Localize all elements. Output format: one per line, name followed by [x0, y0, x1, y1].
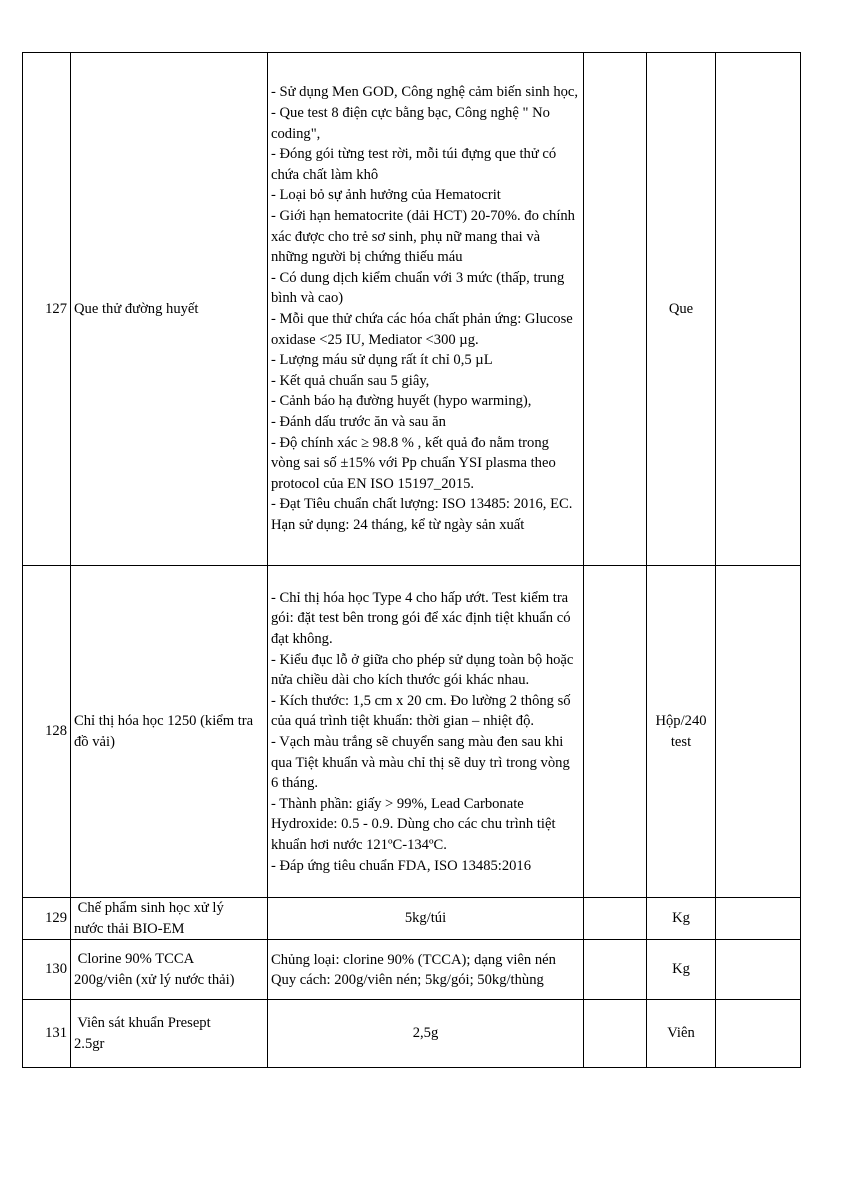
item-name-line: Viên sát khuẩn Presept	[74, 1015, 211, 1032]
unit-cell	[647, 1000, 716, 1068]
item-specification	[268, 940, 584, 1000]
spec-line: - Đánh dấu trước ăn và sau ăn	[271, 413, 446, 430]
item-specification	[268, 53, 584, 566]
spec-line: - Đóng gói từng test rời, mỗi túi đựng que thử có chứa chất làm khô	[271, 146, 557, 183]
table-row	[23, 1000, 801, 1068]
row-number: 128	[23, 566, 71, 898]
spec-line: - Thành phần: giấy > 99%, Lead Carbonate Hydroxide: 0.5 - 0.9. Dùng cho các chu trình tiệt khuẩn hơi nước 121ºC-134ºC.	[271, 795, 556, 853]
spec-line: - Chỉ thị hóa học Type 4 cho hấp ướt. Test kiểm tra gói: đặt test bên trong gói để xác định tiệt khuẩn có đạt không.	[271, 589, 571, 648]
unit-line: Kg	[672, 910, 690, 927]
spec-line: - Loại bỏ sự ảnh hưởng của Hematocrit	[271, 187, 501, 204]
empty-cell	[584, 566, 647, 898]
unit-cell	[647, 53, 716, 566]
spec-line: - Kiểu đục lỗ ở giữa cho phép sử dụng toàn bộ hoặc nửa chiều dài cho kích thước gói khác nhau.	[271, 651, 574, 689]
row-number: 131	[23, 1000, 71, 1068]
spec-line: 2,5g	[412, 1025, 439, 1042]
unit-cell	[647, 940, 716, 1000]
unit-line: Que	[668, 300, 694, 317]
row-number: 127	[23, 53, 71, 566]
item-name-line: 2.5gr	[74, 1035, 105, 1052]
spec-line: - Đáp ứng tiêu chuẩn FDA, ISO 13485:2016	[271, 857, 532, 874]
spec-line: - Kết quả chuẩn sau 5 giây,	[271, 372, 430, 389]
spec-line: - Kích thước: 1,5 cm x 20 cm. Đo lường 2 thông số của quá trình tiệt khuẩn: thời gian – nhiệt độ.	[271, 692, 571, 730]
empty-cell	[716, 940, 801, 1000]
table-row	[23, 898, 801, 940]
item-name-line: Que thử đường huyết	[74, 300, 199, 317]
row-number: 129	[23, 898, 71, 940]
spec-line: - Có dung dịch kiểm chuẩn với 3 mức (thấp, trung bình và cao)	[271, 269, 565, 307]
row-number: 130	[23, 940, 71, 1000]
item-name	[71, 566, 268, 898]
item-name-line: 200g/viên (xử lý nước thải)	[74, 971, 235, 988]
item-name-line: Clorine 90% TCCA	[74, 951, 195, 968]
empty-cell	[584, 53, 647, 566]
unit-cell	[647, 566, 716, 898]
item-name	[71, 940, 268, 1000]
spec-line: - Giới hạn hematocrite (dải HCT) 20-70%. đo chính xác được cho trẻ sơ sinh, phụ nữ mang thai và những người bị chứng thiếu máu	[271, 208, 575, 266]
unit-line: Viên	[667, 1025, 695, 1042]
unit-line: Kg	[672, 961, 690, 978]
spec-line: - Độ chính xác ≥ 98.8 % , kết quả đo nằm trong vòng sai số ±15% với Pp chuẩn YSI plasma theo protocol của EN ISO 15197_2015.	[271, 434, 556, 492]
item-name	[71, 53, 268, 566]
empty-cell	[716, 53, 801, 566]
table-row	[23, 53, 801, 566]
empty-cell	[716, 1000, 801, 1068]
item-name-line: nước thải BIO-EM	[74, 920, 185, 937]
spec-line: - Mỗi que thử chứa các hóa chất phản ứng: Glucose oxidase <25 IU, Mediator <300 µg.	[271, 311, 573, 348]
empty-cell	[716, 898, 801, 940]
table-row	[23, 940, 801, 1000]
empty-cell	[584, 1000, 647, 1068]
spec-line: - Đạt Tiêu chuẩn chất lượng: ISO 13485: 2016, EC.	[271, 496, 573, 513]
unit-cell	[647, 898, 716, 940]
spec-line: Hạn sử dụng: 24 tháng, kể từ ngày sản xuất	[271, 516, 525, 533]
item-name-line: Chế phẩm sinh học xử lý	[74, 900, 224, 916]
unit-line: Hộp/240	[655, 712, 707, 729]
empty-cell	[716, 566, 801, 898]
item-specification	[268, 566, 584, 898]
item-specification	[268, 898, 584, 940]
item-name-line: Chỉ thị hóa học 1250 (kiểm tra đồ vải)	[74, 712, 254, 750]
unit-line: test	[670, 733, 692, 750]
spec-line: - Vạch màu trắng sẽ chuyển sang màu đen sau khi qua Tiệt khuẩn và màu chỉ thị sẽ duy trì trong vòng 6 tháng.	[271, 734, 570, 792]
spec-line: 5kg/túi	[404, 910, 447, 927]
item-specification	[268, 1000, 584, 1068]
table-row	[23, 566, 801, 898]
spec-line: - Que test 8 điện cực bằng bạc, Công nghệ " No coding",	[271, 105, 550, 142]
spec-line: - Lượng máu sử dụng rất ít chỉ 0,5 µL	[271, 352, 493, 369]
spec-line: - Cảnh báo hạ đường huyết (hypo warming),	[271, 393, 532, 410]
spec-line: - Sử dụng Men GOD, Công nghệ cảm biến sinh học,	[271, 84, 579, 101]
empty-cell	[584, 940, 647, 1000]
spec-line: Chủng loại: clorine 90% (TCCA); dạng viên nén Quy cách: 200g/viên nén; 5kg/gói; 50kg/thùng	[271, 951, 556, 989]
item-name	[71, 1000, 268, 1068]
empty-cell	[584, 898, 647, 940]
product-spec-table	[22, 52, 801, 1068]
item-name	[71, 898, 268, 940]
